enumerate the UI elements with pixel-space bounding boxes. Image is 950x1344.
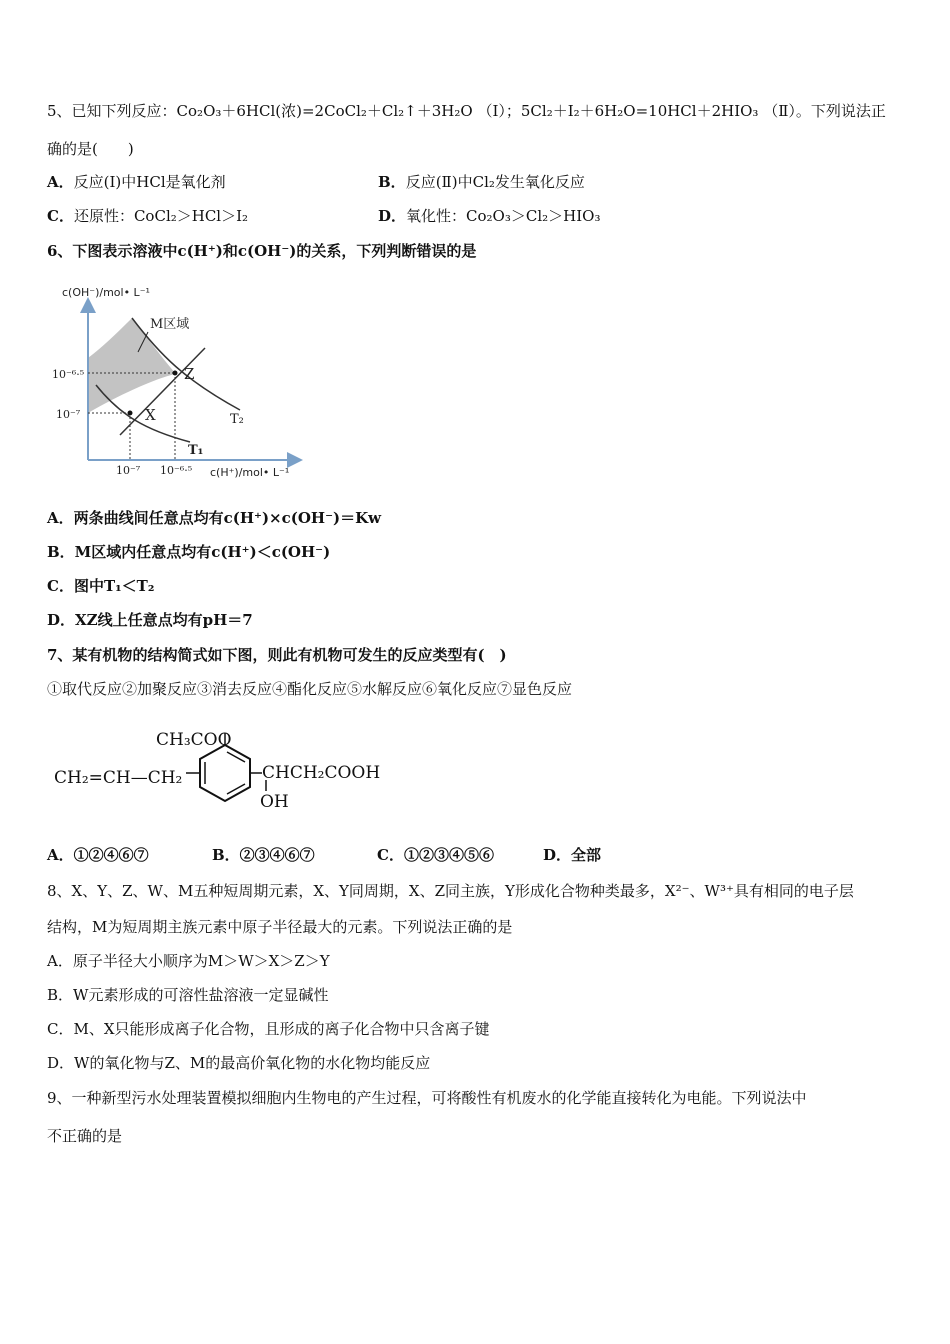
q6-stem: 6、下图表示溶液中c(H⁺)和c(OH⁻)的关系，下列判断错误的是 xyxy=(47,242,477,260)
y-tick-low: 10⁻⁷ xyxy=(56,408,81,421)
x-tick-low: 10⁻⁷ xyxy=(116,464,141,477)
y-axis-label: c(OH⁻)/mol• L⁻¹ xyxy=(62,286,150,299)
q9-stem-line1: 9、一种新型污水处理装置模拟细胞内生物电的产生过程，可将酸性有机废水的化学能直接转化为电能。下列说法中 xyxy=(47,1089,807,1107)
q7-structure xyxy=(50,725,400,820)
q7-stem: 7、某有机物的结构简式如下图，则此有机物可发生的反应类型有( ) xyxy=(47,646,507,664)
q5-stem-line2: 确的是( ) xyxy=(47,140,134,158)
group-allyl: CH₂=CH—CH₂ xyxy=(54,768,183,788)
group-ch3coo: CH₃COO xyxy=(156,730,232,750)
q6-option-a: A．两条曲线间任意点均有c(H⁺)×c(OH⁻)＝Kw xyxy=(47,509,382,527)
q5-option-b-text: 反应(Ⅱ)中Cl₂发生氧化反应 xyxy=(405,173,585,191)
q6-option-b: B．M区域内任意点均有c(H⁺)＜c(OH⁻) xyxy=(47,543,331,561)
q5-option-c-label: C． xyxy=(47,207,74,225)
q8-option-a: A．原子半径大小顺序为M＞W＞X＞Z＞Y xyxy=(47,952,330,970)
q8-option-b: B．W元素形成的可溶性盐溶液一定显碱性 xyxy=(47,986,329,1004)
q8-stem-line2: 结构，M为短周期主族元素中原子半径最大的元素。下列说法正确的是 xyxy=(47,918,513,936)
q5-option-d xyxy=(378,206,600,226)
q5-option-d-text: 氧化性：Co₂O₃＞Cl₂＞HIO₃ xyxy=(406,207,601,225)
q7-option-c: C．①②③④⑤⑥ xyxy=(377,846,494,864)
group-oh: OH xyxy=(260,792,289,812)
q5-stem-line1: 5、已知下列反应：Co₂O₃＋6HCl(浓)=2CoCl₂＋Cl₂↑＋3H₂O （Ⅰ）；5Cl₂＋I₂＋6H₂O=10HCl＋2HIO₃ （Ⅱ）。下列说法正 xyxy=(47,102,886,120)
q5-option-b xyxy=(378,172,585,192)
q5-option-b-label: B． xyxy=(378,173,406,191)
m-region xyxy=(88,318,175,413)
point-z-dot xyxy=(173,371,178,376)
q7-option-b: B．②③④⑥⑦ xyxy=(212,846,315,864)
q6-option-d: D．XZ线上任意点均有pH＝7 xyxy=(47,611,253,629)
curve-t2-label: T₂ xyxy=(230,412,244,427)
m-region-label: M区域 xyxy=(150,317,190,332)
q6-option-c: C．图中T₁＜T₂ xyxy=(47,577,155,595)
group-chch2cooh: CHCH₂COOH xyxy=(262,763,381,783)
benzene-ring xyxy=(200,745,250,801)
q8-stem-line1: 8、X、Y、Z、W、M五种短周期元素，X、Y同周期，X、Z同主族，Y形成化合物种类最多，X²⁻、W³⁺具有相同的电子层 xyxy=(47,882,854,900)
point-z-label: Z xyxy=(184,365,195,383)
q7-option-a: A．①②④⑥⑦ xyxy=(47,846,149,864)
q7-option-d: D．全部 xyxy=(543,846,602,864)
q8-option-d: D．W的氧化物与Z、M的最高价氧化物的水化物均能反应 xyxy=(47,1054,431,1072)
x-axis-label: c(H⁺)/mol• L⁻¹ xyxy=(210,466,290,479)
q5-option-c xyxy=(47,206,248,226)
point-x-label: X xyxy=(145,406,156,424)
y-tick-high: 10⁻⁶·⁵ xyxy=(52,368,85,381)
q5-option-a-label: A． xyxy=(47,173,74,191)
q5-option-a-text: 反应(Ⅰ)中HCl是氧化剂 xyxy=(73,173,226,191)
point-x-dot xyxy=(128,411,133,416)
q5-option-a xyxy=(47,172,226,192)
q5-option-d-label: D． xyxy=(378,207,407,225)
q7-reaction-types: ①取代反应②加聚反应③消去反应④酯化反应⑤水解反应⑥氧化反应⑦显色反应 xyxy=(47,680,573,698)
q9-stem-line2: 不正确的是 xyxy=(47,1127,123,1145)
q8-option-c: C．M、X只能形成离子化合物，且形成的离子化合物中只含离子键 xyxy=(47,1020,490,1038)
x-tick-high: 10⁻⁶·⁵ xyxy=(160,464,193,477)
q6-graph xyxy=(50,280,310,490)
q5-option-c-text: 还原性：CoCl₂＞HCl＞I₂ xyxy=(73,207,249,225)
curve-t1-label: T₁ xyxy=(188,443,204,458)
